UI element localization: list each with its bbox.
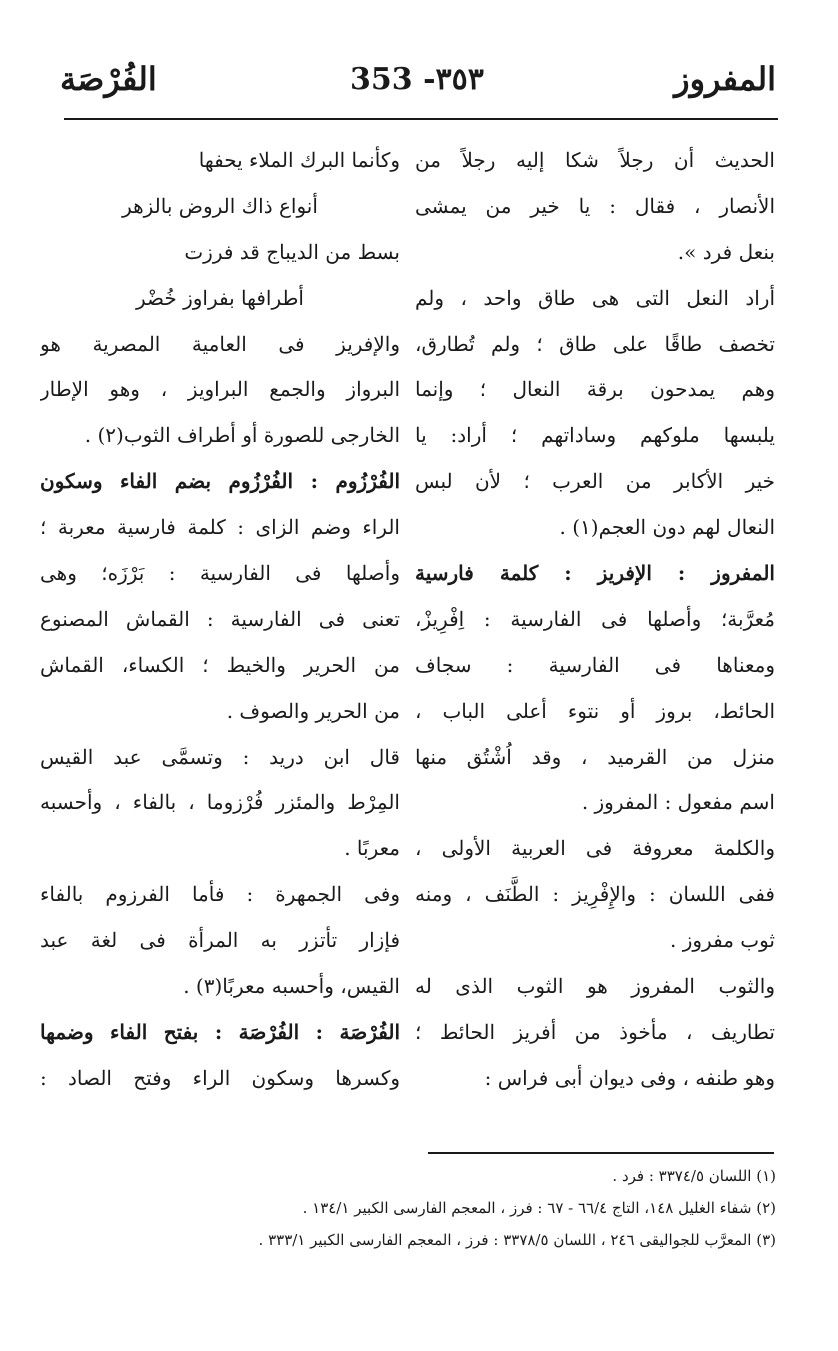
text-line: بنعل فرد ». [677, 239, 775, 264]
poem-line: وكأنما البرك الملاء يحفها [198, 148, 400, 172]
left-text-column [40, 138, 400, 1102]
page-number: 353 -٣٥٣ [350, 62, 484, 97]
text-line: الحائط، بروز أو نتوء أعلى الباب ، [415, 698, 775, 723]
text-line: الأنصار ، فقال : يا خير من يمشى [415, 193, 775, 218]
poem-line: أنواع ذاك الروض بالزهر [122, 193, 318, 218]
text-line: مُعرَّبة؛ وأصلها فى الفارسية : اِفْرِيزْ، [415, 606, 775, 631]
text-line: قال ابن دريد : وتسمَّى عبد القيس [40, 744, 400, 769]
text-line: من الحرير والصوف . [226, 698, 400, 723]
text-line: ثوب مفروز . [670, 928, 775, 953]
text-line: وكسرها وسكون الراء وفتح الصاد : [40, 1065, 400, 1090]
text-line: النعال لهم دون العجم(١) . [559, 515, 775, 540]
text-line: وهو طنفه ، وفى ديوان أبى فراس : [484, 1065, 775, 1090]
text-line: ومعناها فى الفارسية : سجاف [415, 652, 775, 677]
entry-heading-line: الفُرْزُوم : الفُرْزُوم بضم الفاء وسكون [40, 469, 400, 494]
footnotes [100, 1160, 776, 1256]
text-line: والكلمة معروفة فى العربية الأولى ، [415, 836, 775, 861]
right-text-column [415, 138, 775, 1102]
text-line: والإفريز فى العامية المصرية هو [40, 331, 400, 356]
text-line: وهم يمدحون برقة النعال ؛ وإنما [415, 377, 775, 402]
text-line: وأصلها فى الفارسية : بَرْزَه؛ وهى [40, 561, 400, 586]
text-line: الراء وضم الزاى : كلمة فارسية معربة ؛ [40, 515, 400, 540]
poem-line: بسط من الديباج قد فرزت [184, 239, 400, 264]
text-line: من الحرير والخيط ؛ الكساء، القماش [40, 652, 400, 677]
header-entry-title-right: المفروز [674, 60, 776, 98]
text-line: البرواز والجمع البراويز ، وهو الإطار [40, 377, 400, 402]
footnote-2: (٢) شفاء الغليل ١٤٨، التاج ٦٦/٤ - ٦٧ : فرز ، المعجم الفارسى الكبير ١٣٤/١ . [302, 1199, 776, 1217]
footnote-1: (١) اللسان ٣٣٧٤/٥ : فرد . [612, 1167, 776, 1185]
footnote-3: (٣) المعرَّب للجواليقى ٢٤٦ ، اللسان ٣٣٧٨/٥ : فرز ، المعجم الفارسى الكبير ٣٣٣/١ . [258, 1231, 776, 1249]
header-rule [64, 118, 778, 120]
running-header [60, 60, 776, 110]
text-line: خير الأكابر من العرب ؛ لأن لبس [415, 469, 775, 494]
text-line: الخارجى للصورة أو أطراف الثوب(٢) . [84, 423, 400, 448]
text-line: تعنى فى الفارسية : القماش المصنوع [40, 606, 400, 631]
text-line: تخصف طاقًا على طاق ؛ ولم تُطارق، [415, 331, 775, 356]
text-line: وفى الجمهرة : فأما الفرزوم بالفاء [40, 882, 400, 907]
text-line: والثوب المفروز هو الثوب الذى له [415, 974, 775, 999]
entry-heading-line: المفروز : الإفريز : كلمة فارسية [415, 561, 775, 586]
text-line: فإزار تأتزر به المرأة فى لغة عبد [40, 928, 400, 953]
text-line: القيس، وأحسبه معربًا(٣) . [183, 974, 400, 999]
text-line: ففى اللسان : والإِفْرِيز : الطَّنَف ، ومنه [415, 882, 775, 907]
text-line: تطاريف ، مأخوذ من أفريز الحائط ؛ [415, 1019, 775, 1044]
poem-line: أطرافها بفراوز خُضْر [136, 285, 304, 310]
header-entry-title-left: الفُرْصَة [60, 60, 157, 98]
text-line: المِرْط والمئزر فُرْزوما ، بالفاء ، وأحسبه [40, 790, 400, 815]
footnote-rule [428, 1152, 774, 1154]
text-line: اسم مفعول : المفروز . [581, 790, 775, 815]
text-line: الحديث أن رجلاً شكا إليه رجلاً من [415, 148, 775, 172]
entry-heading-line: الفُرْصَة : الفُرْصَة : بفتح الفاء وضمها [40, 1019, 400, 1044]
text-line: يلبسها ملوكهم وساداتهم ؛ أراد: يا [415, 423, 775, 448]
text-line: معربًا . [344, 836, 400, 861]
text-line: منزل من القرميد ، وقد اُشْتُق منها [415, 744, 775, 769]
text-line: أراد النعل التى هى طاق واحد ، ولم [415, 285, 775, 310]
